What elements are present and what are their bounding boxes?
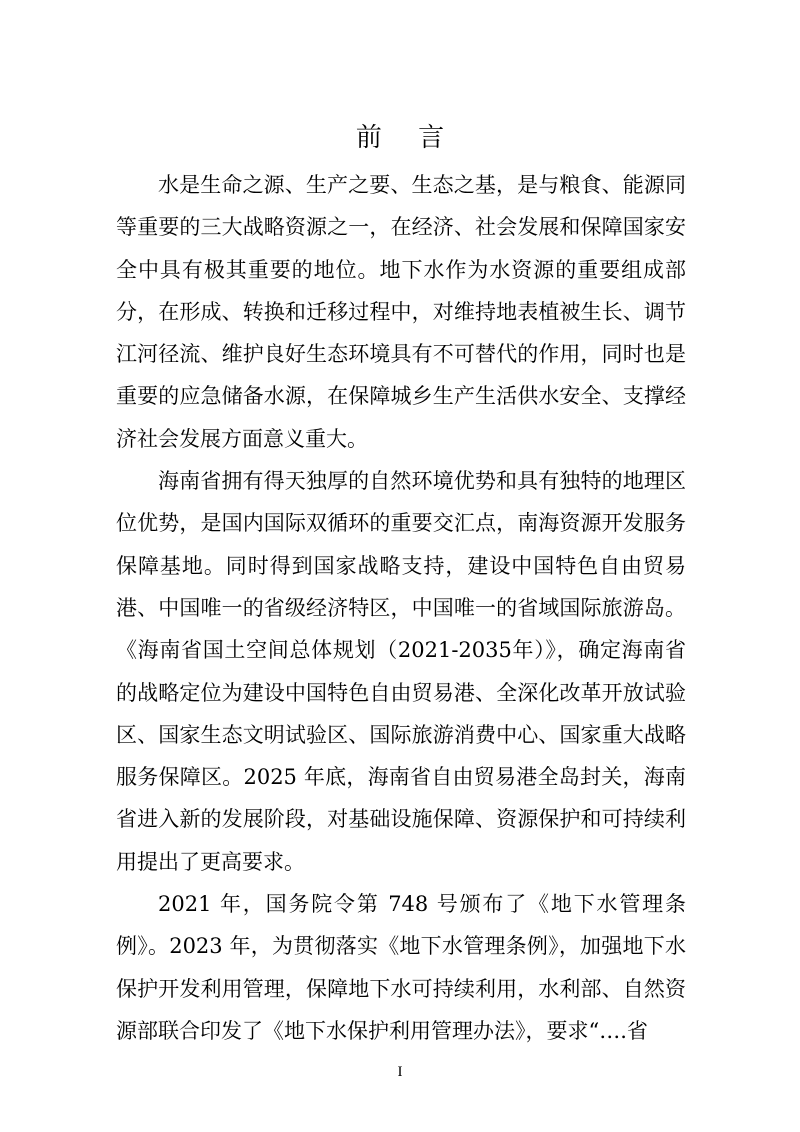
body-text [116,164,686,1052]
paragraph-hainan-overview: 海南省拥有得天独厚的自然环境优势和具有独特的地理区位优势，是国内国际双循环的重要交汇点，南海资源开发服务保障基地。同时得到国家战略支持，建设中国特色自由贸易港、中国唯一的省级经济特区，中国唯一的省域国际旅游岛。《海南省国土空间总体规划（2021-2035年）》，确定海南省的战略定位为建设中国特色自由贸易港、全深化改革开放试验区、国家生态文明试验区、国际旅游消费中心、国家重大战略服务保障区。2025 年底，海南省自由贸易港全岛封关，海南省进入新的发展阶段，对基础设施保障、资源保护和可持续利用提出了更高要求。 [116,469,686,874]
paragraph-groundwater-regulations: 2021 年，国务院令第 748 号颁布了《地下水管理条例》。2023 年，为贯彻落实《地下水管理条例》，加强地下水保护开发利用管理，保障地下水可持续利用，水利部、自然资源部联合印发了《地下水保护利用管理办法》，要求“….省 [116,892,686,1043]
page-number: I [397,1064,403,1080]
page-title: 前 言 [355,123,459,153]
paragraph-water-resources: 水是生命之源、生产之要、生态之基，是与粮食、能源同等重要的三大战略资源之一，在经济、社会发展和保障国家安全中具有极其重要的地位。地下水作为水资源的重要组成部分，在形成、转换和迁移过程中，对维持地表植被生长、调节江河径流、维护良好生态环境具有不可替代的作用，同时也是重要的应急储备水源，在保障城乡生产生活供水安全、支撑经济社会发展方面意义重大。 [116,173,686,451]
